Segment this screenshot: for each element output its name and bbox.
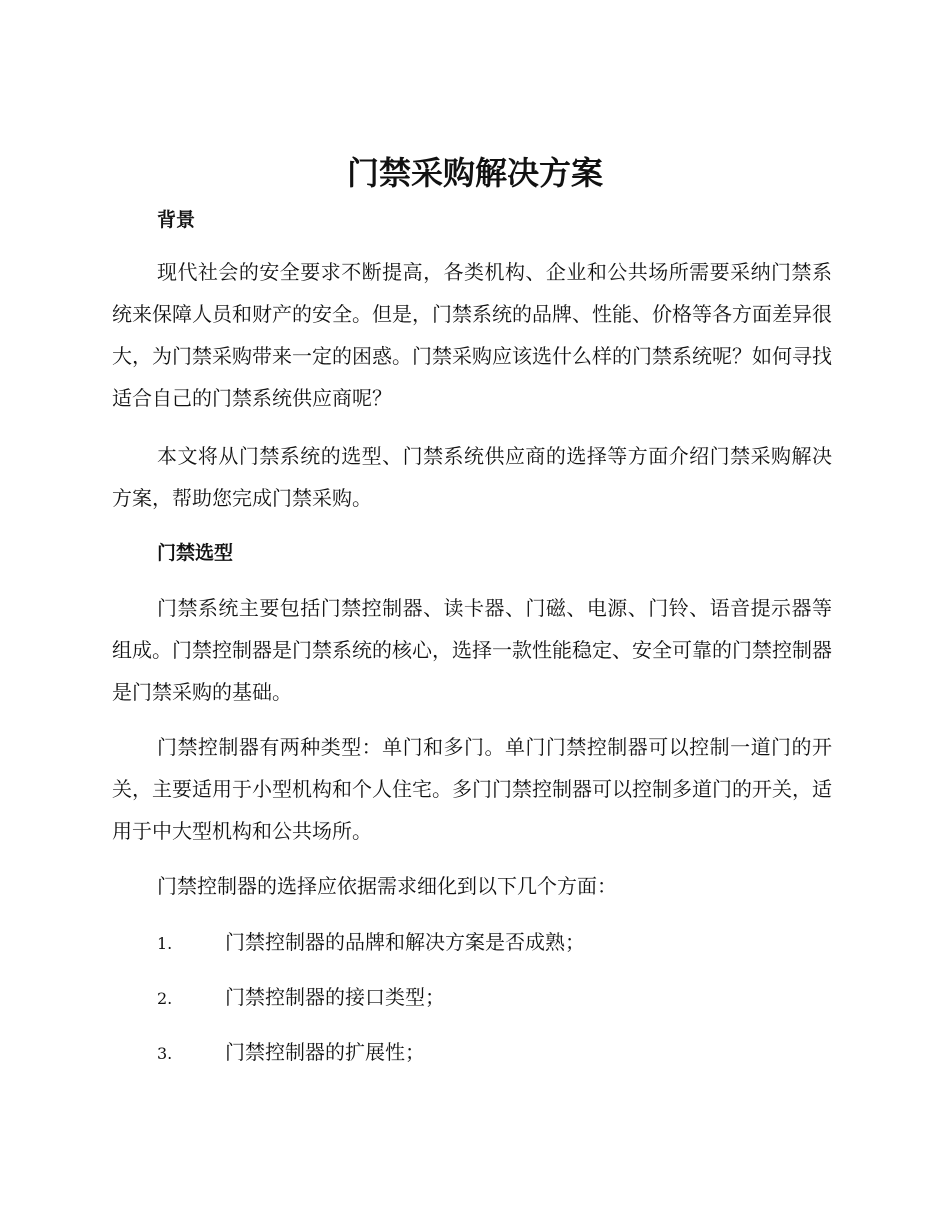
list-item-number: 2. <box>157 989 173 1008</box>
list-item-text: 门禁控制器的扩展性； <box>225 1040 425 1064</box>
list-item <box>157 1031 425 1073</box>
paragraph-background-2: 本文将从门禁系统的选型、门禁系统供应商的选择等方面介绍门禁采购解决方案，帮助您完成门禁采购。 <box>112 444 832 510</box>
list-item <box>157 976 445 1018</box>
list-item-text: 门禁控制器的接口类型； <box>225 985 445 1009</box>
section-heading-selection: 门禁选型 <box>157 542 234 564</box>
section-heading-background: 背景 <box>157 209 196 231</box>
list-item-number: 3. <box>157 1044 173 1063</box>
paragraph-background-1: 现代社会的安全要求不断提高，各类机构、企业和公共场所需要采纳门禁系统来保障人员和财产的安全。但是，门禁系统的品牌、性能、价格等各方面差异很大，为门禁采购带来一定的困惑。门禁采购应该选什么样的门禁系统呢？如何寻找适合自己的门禁系统供应商呢？ <box>112 260 832 410</box>
paragraph-selection-1: 门禁系统主要包括门禁控制器、读卡器、门磁、电源、门铃、语音提示器等组成。门禁控制器是门禁系统的核心，选择一款性能稳定、安全可靠的门禁控制器是门禁采购的基础。 <box>112 596 832 704</box>
paragraph-selection-2: 门禁控制器有两种类型：单门和多门。单门门禁控制器可以控制一道门的开关，主要适用于小型机构和个人住宅。多门门禁控制器可以控制多道门的开关，适用于中大型机构和公共场所。 <box>112 735 832 843</box>
list-item-text: 门禁控制器的品牌和解决方案是否成熟； <box>225 930 585 954</box>
list-item <box>157 921 585 963</box>
page-title: 门禁采购解决方案 <box>346 154 603 192</box>
paragraph-selection-3: 门禁控制器的选择应依据需求细化到以下几个方面： <box>157 874 617 898</box>
list-item-number: 1. <box>157 934 173 953</box>
